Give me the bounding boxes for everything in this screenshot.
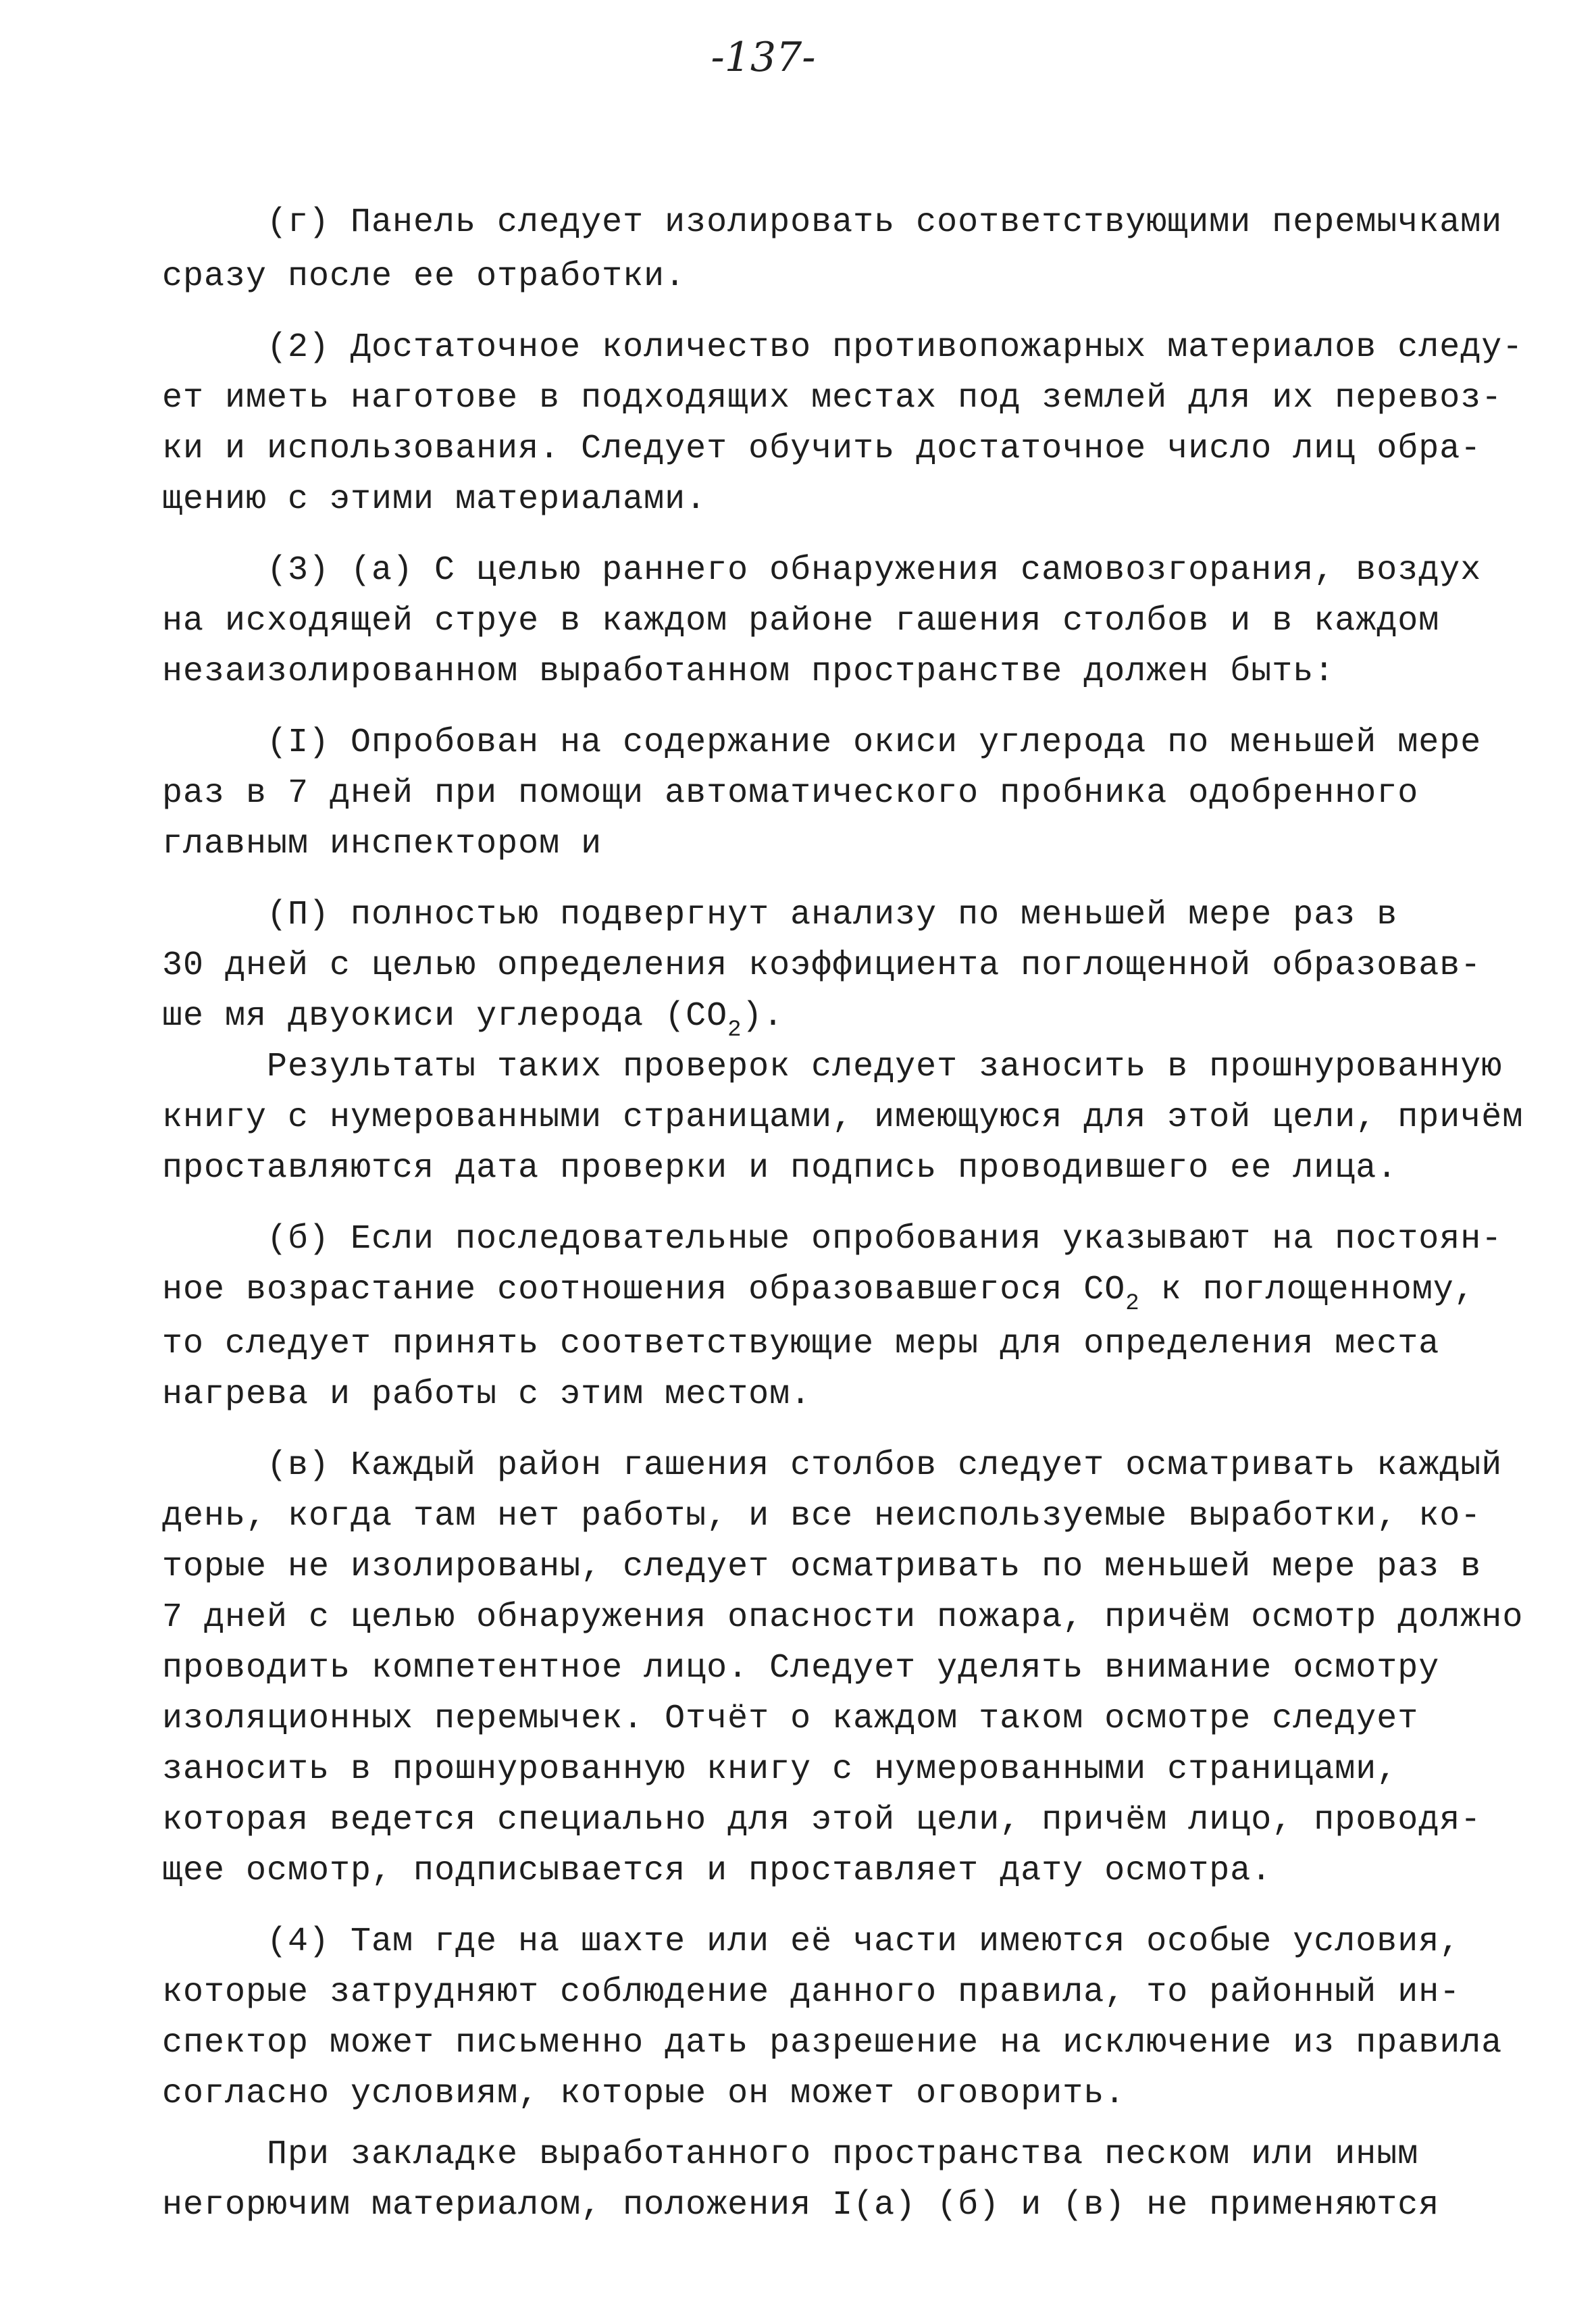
paragraph-line: сразу после ее отработки. [162, 257, 686, 296]
paragraph-line: на исходящей струе в каждом районе гашения столбов и в каждом [162, 602, 1440, 640]
paragraph-line: проставляются дата проверки и подпись проводившего ее лица. [162, 1149, 1398, 1188]
paragraph-line: ки и использования. Следует обучить достаточное число лиц обра- [162, 430, 1482, 468]
paragraph-line: нагрева и работы с этим местом. [162, 1375, 812, 1414]
paragraph-line: Результаты таких проверок следует заносить в прошнурованную [267, 1048, 1503, 1086]
paragraph-line: день, когда там нет работы, и все неиспользуемые выработки, ко- [162, 1497, 1482, 1535]
paragraph-line: (4) Там где на шахте или её части имеются особые условия, [267, 1923, 1461, 1961]
paragraph-line: (I) Опробован на содержание окиси углерода по меньшей мере [267, 723, 1482, 762]
formula-prefix: ше мя двуокиси углерода (CO [162, 997, 728, 1036]
paragraph-line-with-formula [162, 996, 784, 1050]
paragraph-line: изоляционных перемычек. Отчёт о каждом таком осмотре следует [162, 1700, 1419, 1738]
paragraph-line: (П) полностью подвергнут анализу по меньшей мере раз в [267, 896, 1398, 934]
paragraph-line: (2) Достаточное количество противопожарных материалов следу- [267, 328, 1524, 367]
paragraph-line: раз в 7 дней при помощи автоматического пробника одобренного [162, 774, 1419, 813]
paragraph-line: спектор может письменно дать разрешение на исключение из правила [162, 2024, 1503, 2062]
paragraph-line: заносить в прошнурованную книгу с нумерованными страницами, [162, 1750, 1398, 1789]
paragraph-line: главным инспектором и [162, 825, 602, 863]
paragraph-line: щее осмотр, подписывается и проставляет дату осмотра. [162, 1852, 1272, 1890]
paragraph-line: негорючим материалом, положения I(а) (б) и (в) не применяются [162, 2186, 1440, 2225]
page-number: -137- [711, 34, 816, 81]
paragraph-line: (в) Каждый район гашения столбов следует осматривать каждый [267, 1446, 1503, 1485]
paragraph-line: согласно условиям, которые он может оговорить. [162, 2075, 1126, 2113]
paragraph-line: 7 дней с целью обнаружения опасности пожара, причём осмотр должно [162, 1598, 1524, 1637]
formula-suffix: к поглощенному, [1139, 1271, 1475, 1309]
paragraph-line: которые затрудняют соблюдение данного правила, то районный ин- [162, 1973, 1461, 2012]
paragraph-line: (б) Если последовательные опробования указывают на постоян- [267, 1220, 1503, 1259]
paragraph-line: которая ведется специально для этой цели, причём лицо, проводя- [162, 1801, 1482, 1839]
paragraph-line: ет иметь наготове в подходящих местах под землей для их перевоз- [162, 379, 1503, 417]
formula-prefix: ное возрастание соотношения образовавшегося CO [162, 1271, 1126, 1309]
paragraph-line-with-formula [162, 1270, 1475, 1324]
paragraph-line: (3) (а) С целью раннего обнаружения самовозгорания, воздух [267, 551, 1482, 590]
subscript: 2 [1125, 1291, 1140, 1317]
paragraph-line: то следует принять соответствующие меры для определения места [162, 1325, 1440, 1363]
paragraph-line: незаизолированном выработанном пространстве должен быть: [162, 653, 1335, 691]
paragraph-line: проводить компетентное лицо. Следует уделять внимание осмотру [162, 1649, 1440, 1687]
subscript: 2 [727, 1017, 742, 1043]
paragraph-line: 30 дней с целью определения коэффициента поглощенной образовав- [162, 946, 1482, 985]
paragraph-line: При закладке выработанного пространства песком или иным [267, 2135, 1419, 2174]
paragraph-line: книгу с нумерованными страницами, имеющуюся для этой цели, причём [162, 1098, 1524, 1137]
formula-suffix: ). [742, 997, 784, 1036]
paragraph-line: (г) Панель следует изолировать соответствующими перемычками [267, 203, 1503, 242]
paragraph-line: торые не изолированы, следует осматривать по меньшей мере раз в [162, 1548, 1482, 1586]
paragraph-line: щению с этими материалами. [162, 480, 707, 519]
